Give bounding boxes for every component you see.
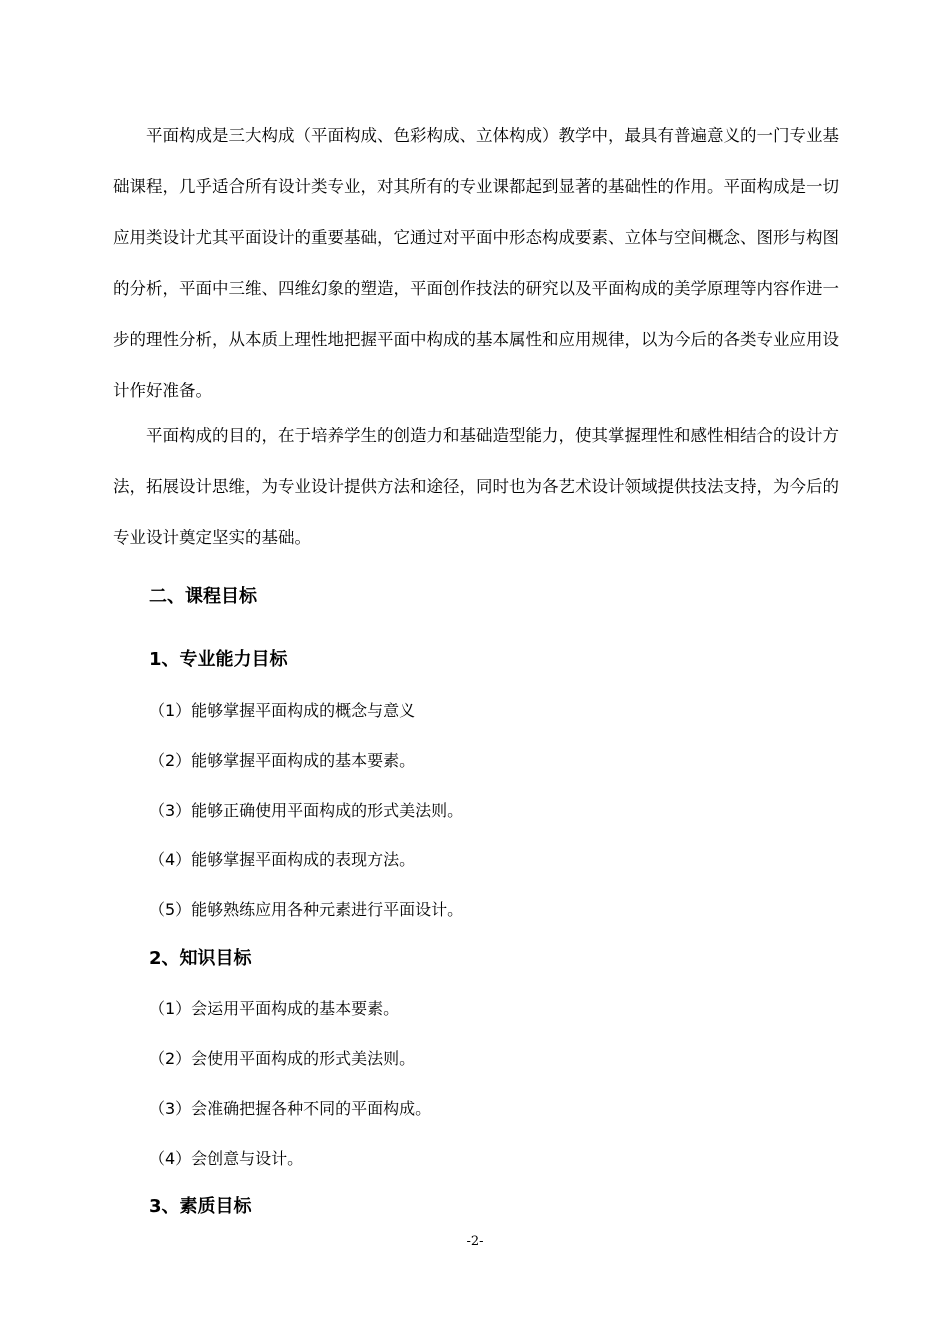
list-item: （3）会准确把握各种不同的平面构成。 [149, 1099, 432, 1118]
subsection-heading-quality: 3、素质目标 [149, 1196, 252, 1217]
list-item: （2）能够掌握平面构成的基本要素。 [149, 751, 416, 770]
list-item: （4）会创意与设计。 [149, 1149, 304, 1168]
subsection-heading-professional-ability: 1、专业能力目标 [149, 649, 288, 670]
list-item: （4）能够掌握平面构成的表现方法。 [149, 850, 416, 869]
list-item: （2）会使用平面构成的形式美法则。 [149, 1049, 416, 1068]
intro-paragraph: 平面构成是三大构成（平面构成、色彩构成、立体构成）教学中，最具有普遍意义的一门专业基础课程，几乎适合所有设计类专业，对其所有的专业课都起到显著的基础性的作用。平面构成是一切应用类设计尤其平面设计的重要基础，它通过对平面中形态构成要素、立体与空间概念、图形与构图的分析，平面中三维、四维幻象的塑造，平面创作技法的研究以及平面构成的美学原理等内容作进一步的理性分析，从本质上理性地把握平面中构成的基本属性和应用规律，以为今后的各类专业应用设计作好准备。 [113, 126, 839, 400]
list-item: （1）能够掌握平面构成的概念与意义 [149, 701, 416, 720]
list-item: （5）能够熟练应用各种元素进行平面设计。 [149, 900, 464, 919]
subsection-heading-knowledge: 2、知识目标 [149, 948, 252, 969]
list-item: （1）会运用平面构成的基本要素。 [149, 999, 400, 1018]
section-heading-course-objectives: 二、课程目标 [149, 586, 257, 607]
purpose-paragraph: 平面构成的目的，在于培养学生的创造力和基础造型能力，使其掌握理性和感性相结合的设计方法，拓展设计思维，为专业设计提供方法和途径，同时也为各艺术设计领域提供技法支持，为今后的专业设计奠定坚实的基础。 [113, 426, 839, 547]
list-item: （3）能够正确使用平面构成的形式美法则。 [149, 801, 464, 820]
page-number: -2- [466, 1234, 484, 1249]
